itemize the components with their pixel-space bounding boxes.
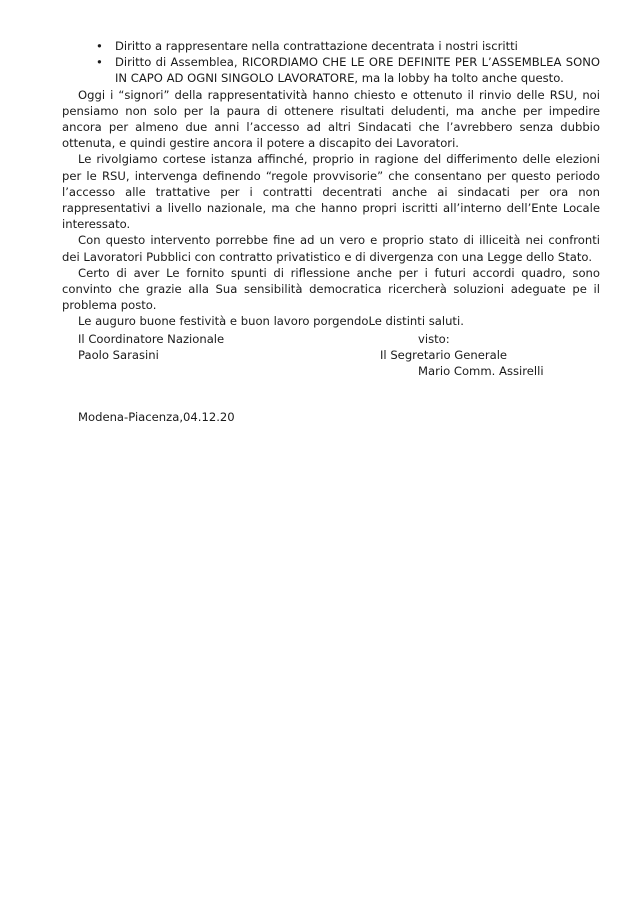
place-date: Modena-Piacenza,04.12.20 [78, 410, 235, 424]
signature-row-1 [78, 331, 578, 347]
paragraph-request: Le rivolgiamo cortese istanza affinché, proprio in ragione del differimento delle elezioni per le RSU, intervenga definendo “regole provvisorie” che consentano per questo periodo l’accesso alle trattative per i contratti decentrati anche ai sindacati per ora non rappresentativi a livello nazionale, ma che hanno propri iscritti all’interno dell’Ente Locale interessato. [62, 152, 600, 232]
list-item [62, 54, 600, 86]
paragraph-intervention: Con questo intervento porrebbe fine ad un vero e proprio stato di illiceità nei confronti dei Lavoratori Pubblici con contratto privatistico e di divergenza con una Legge dello Stato. [62, 233, 600, 264]
paragraph-closing: Le auguro buone festività e buon lavoro porgendoLe distinti saluti. [78, 314, 464, 329]
visto-label: visto: [418, 332, 450, 346]
letter-body [62, 38, 600, 330]
secretary-role: Il Segretario Generale [380, 348, 508, 362]
bullet-icon: • [96, 39, 103, 53]
coordinator-name: Paolo Sarasini [78, 348, 159, 362]
bullet-text: Diritto di Assemblea, RICORDIAMO CHE LE ORE DEFINITE PER L’ASSEMBLEA SONO IN CAPO AD OGNI SINGOLO LAVORATORE, ma la lobby ha tolto anche questo. [115, 55, 600, 86]
list-item [62, 38, 600, 54]
paragraph-rsu-postponement: Oggi i “signori” della rappresentatività hanno chiesto e ottenuto il rinvio delle RSU, noi pensiamo non solo per la paura di ottenere risultati deludenti, ma anche per impedire ancora per almeno due anni l’accesso ad altri Sindacati che l’avrebbero senza dubbio ottenuta, e quindi gestire ancora il potere a discapito dei Lavoratori. [62, 87, 600, 151]
signature-block [78, 331, 578, 379]
signature-row-3 [78, 363, 578, 379]
signature-row-2 [78, 347, 578, 363]
rights-list [62, 38, 600, 87]
bullet-icon: • [96, 55, 103, 70]
secretary-name: Mario Comm. Assirelli [418, 364, 544, 378]
coordinator-role: Il Coordinatore Nazionale [78, 332, 225, 346]
bullet-text: Diritto a rappresentare nella contrattazione decentrata i nostri iscritti [115, 39, 518, 53]
paragraph-reflection: Certo di aver Le fornito spunti di riflessione anche per i futuri accordi quadro, sono convinto che grazie alla Sua sensibilità democratica ricercherà soluzioni adeguate pe il problema posto. [62, 265, 600, 313]
